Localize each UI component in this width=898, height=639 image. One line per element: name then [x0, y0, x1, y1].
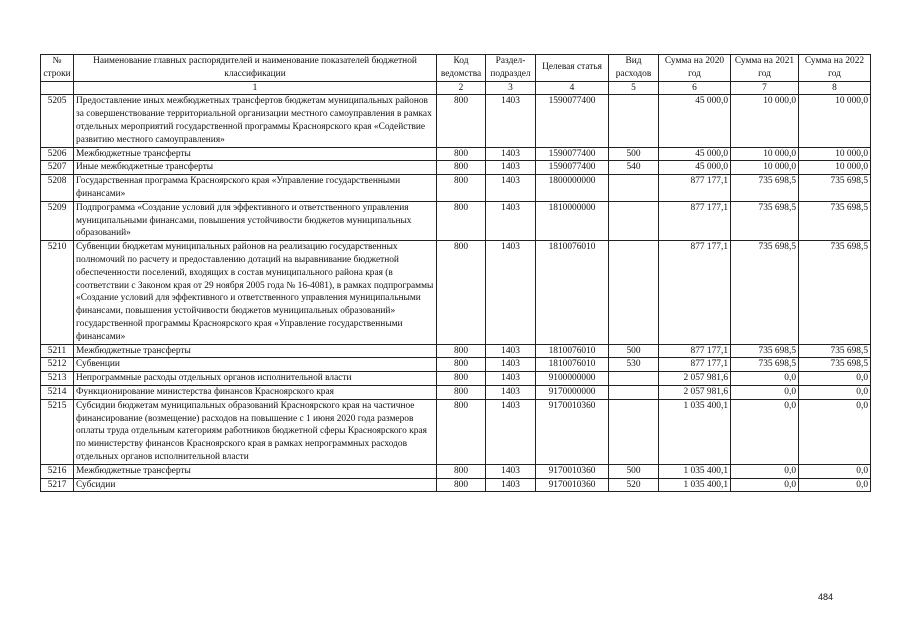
row-target: 9100000000	[536, 372, 609, 386]
row-sum-2021: 735 698,5	[731, 241, 799, 344]
row-section: 1403	[486, 95, 536, 147]
row-number: 5208	[41, 175, 74, 202]
column-number: 7	[731, 81, 799, 95]
header-section: Раздел-подраздел	[486, 55, 536, 82]
column-number: 3	[486, 81, 536, 95]
row-sum-2020: 877 177,1	[659, 201, 731, 240]
row-expense-type	[609, 372, 659, 386]
row-sum-2021: 0,0	[731, 464, 799, 478]
row-expense-type: 540	[609, 161, 659, 175]
header-dept-code: Код ведомства	[437, 55, 486, 82]
row-expense-type: 500	[609, 147, 659, 161]
row-dept-code: 800	[437, 344, 486, 358]
row-name: Подпрограмма «Создание условий для эффективного и ответственного управления муниципальными финансами, повышения устойчивости бюджетов муниципальных образований»	[74, 201, 437, 240]
row-expense-type	[609, 241, 659, 344]
row-target: 1590077400	[536, 147, 609, 161]
row-sum-2021: 735 698,5	[731, 344, 799, 358]
row-section: 1403	[486, 385, 536, 399]
table-row	[41, 344, 871, 358]
row-sum-2022: 0,0	[799, 399, 871, 464]
row-sum-2022: 735 698,5	[799, 175, 871, 202]
row-dept-code: 800	[437, 358, 486, 372]
row-section: 1403	[486, 478, 536, 492]
row-section: 1403	[486, 344, 536, 358]
header-expense-type: Вид расходов	[609, 55, 659, 82]
row-expense-type	[609, 175, 659, 202]
row-number: 5213	[41, 372, 74, 386]
row-sum-2020: 877 177,1	[659, 175, 731, 202]
row-sum-2021: 10 000,0	[731, 147, 799, 161]
row-expense-type	[609, 385, 659, 399]
row-section: 1403	[486, 399, 536, 464]
row-number: 5211	[41, 344, 74, 358]
row-sum-2021: 10 000,0	[731, 95, 799, 147]
row-expense-type: 500	[609, 464, 659, 478]
row-number: 5214	[41, 385, 74, 399]
table-body	[41, 95, 871, 492]
row-target: 1810000000	[536, 201, 609, 240]
row-sum-2020: 45 000,0	[659, 161, 731, 175]
row-name: Межбюджетные трансферты	[74, 344, 437, 358]
row-sum-2022: 735 698,5	[799, 201, 871, 240]
table-row	[41, 385, 871, 399]
row-section: 1403	[486, 464, 536, 478]
row-section: 1403	[486, 175, 536, 202]
row-sum-2020: 1 035 400,1	[659, 464, 731, 478]
row-dept-code: 800	[437, 372, 486, 386]
row-name: Субвенции бюджетам муниципальных районов на реализацию государственных полномочий по расчету и предоставлению дотаций на выравнивание бюджетной обеспеченности поселений, входящих в состав муниципального района края (в соответствии с Законом края от 29 ноября 2005 года № 16-4081), в рамках подпрограммы «Создание условий для эффективного и ответственного управления муниципальными финансами, повышения устойчивости бюджетов муниципальных образований» государственной программы Красноярского края «Управление государственными финансами»	[74, 241, 437, 344]
row-sum-2020: 1 035 400,1	[659, 399, 731, 464]
row-sum-2020: 2 057 981,6	[659, 385, 731, 399]
row-target: 1810076010	[536, 358, 609, 372]
row-sum-2021: 0,0	[731, 372, 799, 386]
row-number: 5205	[41, 95, 74, 147]
row-target: 9170010360	[536, 399, 609, 464]
row-sum-2022: 10 000,0	[799, 161, 871, 175]
table-row	[41, 358, 871, 372]
row-expense-type	[609, 201, 659, 240]
row-target: 1590077400	[536, 161, 609, 175]
header-name: Наименование главных распорядителей и наименование показателей бюджетной классификации	[74, 55, 437, 82]
row-sum-2022: 0,0	[799, 372, 871, 386]
column-number: 8	[799, 81, 871, 95]
table-row	[41, 147, 871, 161]
row-target: 1800000000	[536, 175, 609, 202]
row-section: 1403	[486, 161, 536, 175]
row-sum-2022: 735 698,5	[799, 241, 871, 344]
row-sum-2020: 877 177,1	[659, 358, 731, 372]
row-number: 5206	[41, 147, 74, 161]
row-expense-type	[609, 95, 659, 147]
row-dept-code: 800	[437, 161, 486, 175]
header-sum-2021: Сумма на 2021 год	[731, 55, 799, 82]
header-row-no: № строки	[41, 55, 74, 82]
table-row	[41, 95, 871, 147]
row-sum-2020: 45 000,0	[659, 147, 731, 161]
table-row	[41, 175, 871, 202]
row-sum-2020: 1 035 400,1	[659, 478, 731, 492]
row-sum-2021: 0,0	[731, 385, 799, 399]
row-number: 5216	[41, 464, 74, 478]
row-name: Межбюджетные трансферты	[74, 147, 437, 161]
row-section: 1403	[486, 372, 536, 386]
row-name: Субсидии	[74, 478, 437, 492]
table-row	[41, 201, 871, 240]
row-target: 9170010360	[536, 478, 609, 492]
row-number: 5212	[41, 358, 74, 372]
row-section: 1403	[486, 241, 536, 344]
row-name: Субсидии бюджетам муниципальных образований Красноярского края на частичное финансирование (возмещение) расходов на повышение с 1 июня 2020 года размеров оплаты труда отдельным категориям работников бюджетной сферы Красноярского края по министерству финансов Красноярского края в рамках непрограммных расходов отдельных органов исполнительной власти	[74, 399, 437, 464]
row-dept-code: 800	[437, 241, 486, 344]
row-name: Функционирование министерства финансов Красноярского края	[74, 385, 437, 399]
row-sum-2020: 2 057 981,6	[659, 372, 731, 386]
row-sum-2022: 0,0	[799, 464, 871, 478]
row-section: 1403	[486, 201, 536, 240]
row-name: Иные межбюджетные трансферты	[74, 161, 437, 175]
header-sum-2020: Сумма на 2020 год	[659, 55, 731, 82]
row-sum-2022: 735 698,5	[799, 358, 871, 372]
column-number-row	[41, 81, 871, 95]
table-row	[41, 372, 871, 386]
header-row	[41, 55, 871, 82]
row-number: 5210	[41, 241, 74, 344]
row-name: Непрограммные расходы отдельных органов исполнительной власти	[74, 372, 437, 386]
row-dept-code: 800	[437, 399, 486, 464]
row-sum-2020: 877 177,1	[659, 344, 731, 358]
row-target: 9170010360	[536, 464, 609, 478]
row-target: 1810076010	[536, 344, 609, 358]
table-row	[41, 241, 871, 344]
header-target: Целевая статья	[536, 55, 609, 82]
row-sum-2022: 735 698,5	[799, 344, 871, 358]
row-target: 1590077400	[536, 95, 609, 147]
row-sum-2022: 10 000,0	[799, 95, 871, 147]
column-number: 6	[659, 81, 731, 95]
column-number	[41, 81, 74, 95]
row-target: 1810076010	[536, 241, 609, 344]
column-number: 1	[74, 81, 437, 95]
row-expense-type: 530	[609, 358, 659, 372]
page-number: 484	[818, 592, 834, 602]
row-expense-type	[609, 399, 659, 464]
budget-table	[40, 54, 871, 492]
row-expense-type: 500	[609, 344, 659, 358]
column-number: 2	[437, 81, 486, 95]
row-sum-2022: 0,0	[799, 478, 871, 492]
row-section: 1403	[486, 147, 536, 161]
row-sum-2021: 0,0	[731, 478, 799, 492]
row-name: Субвенции	[74, 358, 437, 372]
column-number: 4	[536, 81, 609, 95]
row-sum-2021: 735 698,5	[731, 358, 799, 372]
row-sum-2020: 877 177,1	[659, 241, 731, 344]
row-dept-code: 800	[437, 201, 486, 240]
table-row	[41, 161, 871, 175]
row-dept-code: 800	[437, 464, 486, 478]
row-number: 5207	[41, 161, 74, 175]
row-sum-2020: 45 000,0	[659, 95, 731, 147]
row-number: 5217	[41, 478, 74, 492]
row-sum-2021: 735 698,5	[731, 175, 799, 202]
row-sum-2022: 10 000,0	[799, 147, 871, 161]
table-row	[41, 464, 871, 478]
row-name: Государственная программа Красноярского края «Управление государственными финансами»	[74, 175, 437, 202]
row-name: Межбюджетные трансферты	[74, 464, 437, 478]
row-dept-code: 800	[437, 95, 486, 147]
column-number: 5	[609, 81, 659, 95]
row-name: Предоставление иных межбюджетных трансфертов бюджетам муниципальных районов за совершенствование территориальной организации местного самоуправления в рамках отдельных мероприятий государственной программы Красноярского края «Содействие развитию местного самоуправления»	[74, 95, 437, 147]
row-dept-code: 800	[437, 147, 486, 161]
table-row	[41, 399, 871, 464]
row-expense-type: 520	[609, 478, 659, 492]
row-number: 5209	[41, 201, 74, 240]
row-sum-2021: 0,0	[731, 399, 799, 464]
row-sum-2021: 735 698,5	[731, 201, 799, 240]
header-sum-2022: Сумма на 2022 год	[799, 55, 871, 82]
row-number: 5215	[41, 399, 74, 464]
row-target: 9170000000	[536, 385, 609, 399]
row-section: 1403	[486, 358, 536, 372]
row-sum-2021: 10 000,0	[731, 161, 799, 175]
row-dept-code: 800	[437, 175, 486, 202]
row-sum-2022: 0,0	[799, 385, 871, 399]
row-dept-code: 800	[437, 385, 486, 399]
row-dept-code: 800	[437, 478, 486, 492]
table-row	[41, 478, 871, 492]
